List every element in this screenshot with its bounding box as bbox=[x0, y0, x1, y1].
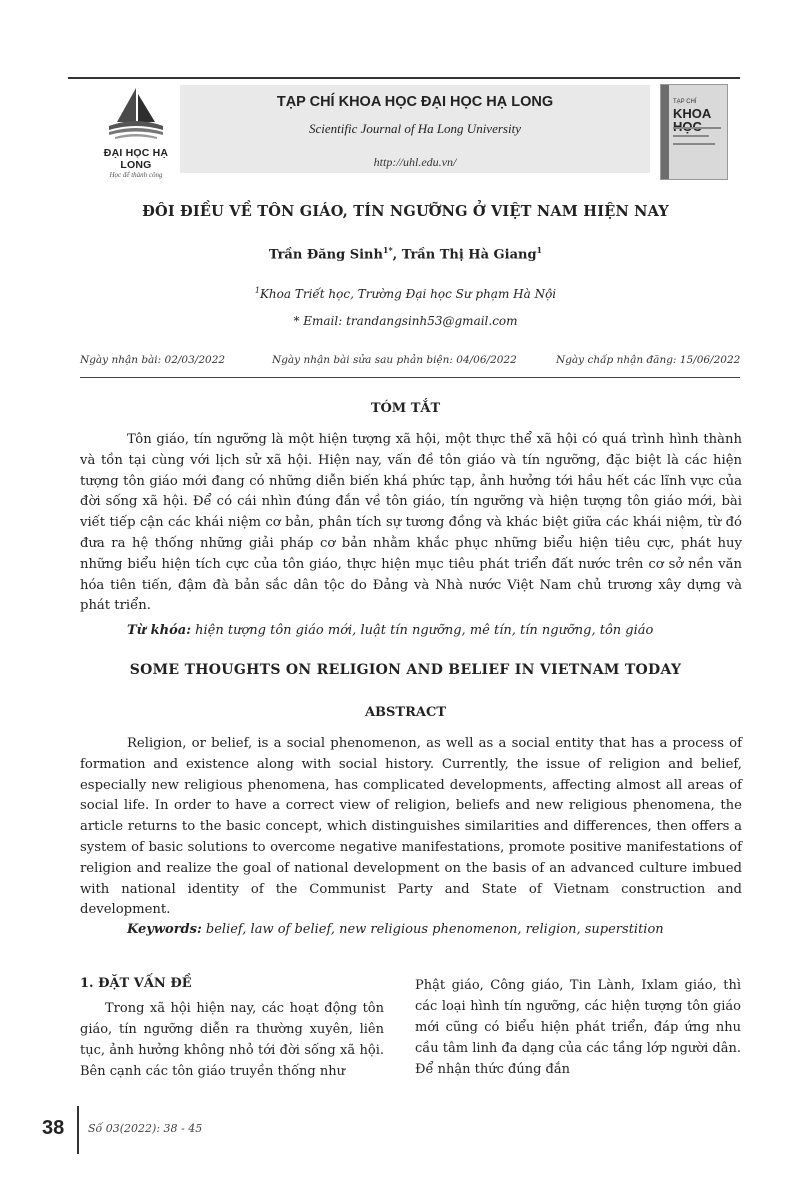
affiliation-text: Khoa Triết học, Trường Đại học Sư phạm Hà Nội bbox=[259, 287, 557, 301]
affiliation-mark: 1 bbox=[254, 286, 260, 295]
keywords-vn bbox=[127, 623, 653, 638]
journal-title: TẠP CHÍ KHOA HỌC ĐẠI HỌC HẠ LONG bbox=[276, 94, 554, 110]
corresponding-email: * Email: trandangsinh53@gmail.com bbox=[293, 314, 518, 328]
cover-decor-line bbox=[673, 127, 721, 129]
author-name: Trần Đăng Sinh bbox=[268, 247, 383, 263]
dates-divider bbox=[80, 377, 740, 378]
keywords-list: hiện tượng tôn giáo mới, luật tín ngưỡng, mê tín, tín ngưỡng, tôn giáo bbox=[191, 623, 654, 638]
author-separator: , bbox=[392, 247, 402, 263]
keywords-en bbox=[127, 922, 664, 937]
journal-cover-thumbnail bbox=[660, 84, 728, 180]
cover-small-text: TẠP CHÍ bbox=[673, 99, 697, 105]
body-column-right: Phật giáo, Công giáo, Tin Lành, Ixlam giáo, thì các loại hình tín ngưỡng, các hiện tượng tôn giáo mới cũng có biểu hiện phát triển, đáp ứng nhu cầu tâm linh đa dạng của các tầng lớp người dân. Để nhận thức đúng đắn bbox=[415, 978, 741, 1077]
cover-decor-line bbox=[673, 135, 709, 137]
issue-info: Số 03(2022): 38 - 45 bbox=[88, 1122, 203, 1135]
cover-decor-line bbox=[673, 143, 715, 145]
summary-heading-vn: TÓM TẮT bbox=[370, 401, 441, 416]
authors-line bbox=[40, 245, 771, 262]
logo-emblem-icon bbox=[103, 86, 169, 146]
logo-slogan: Học để thành công bbox=[109, 171, 163, 179]
author-affiliation-mark: 1* bbox=[382, 245, 393, 255]
keywords-label: Từ khóa: bbox=[127, 623, 192, 638]
abstract-text-en: Religion, or belief, is a social phenomenon, as well as a social entity that has a process of formation and existence along with social history. Currently, the issue of religion and belief, especially new religious phenomena, has complicated developments, affecting almost all areas of social life. In order to have a correct view of religion, beliefs and new religious phenomena, the article returns to the basic concept, which distinguishes similarities and differences, then offers a system of basic solutions to overcome negative manifestations, promote positive manifestations of religion and realize the goal of national development on the basis of an advanced culture imbued with national identity of the Communist Party and State of Vietnam construction and development. bbox=[80, 736, 742, 918]
cover-spine bbox=[661, 85, 669, 179]
cover-title: KHOA bbox=[673, 106, 711, 121]
article-title-english: SOME THOUGHTS ON RELIGION AND BELIEF IN VIETNAM TODAY bbox=[129, 662, 682, 678]
author-affiliation bbox=[40, 286, 771, 301]
date-revised: Ngày nhận bài sửa sau phản biện: 04/06/2022 bbox=[272, 354, 517, 366]
summary-text-vn: Tôn giáo, tín ngưỡng là một hiện tượng xã hội, một thực thể xã hội có quá trình hình thành và tồn tại cùng với lịch sử xã hội. Hiện nay, vấn đề tôn giáo và tín ngưỡng, đặc biệt là các hiện tượng tôn giáo mới đang có những diễn biến khá phức tạp, ảnh hưởng tới hầu hết các lĩnh vực của đời sống xã hội. Để có cái nhìn đúng đắn về tôn giáo, tín ngưỡng và hiện tượng tôn giáo mới, bài viết tiếp cận các khái niệm cơ bản, phân tích sự tương đồng và khác biệt giữa các khái niệm, từ đó đưa ra hệ thống những giải pháp cơ bản nhằm khắc phục những biểu hiện tiêu cực, phát huy những biểu hiện tích cực của tôn giáo, thực hiện mục tiêu phát triển đất nước trên cơ sở nền văn hóa tiên tiến, đậm đà bản sắc dân tộc do Đảng và Nhà nước Việt Nam chủ trương xây dựng và phát triển. bbox=[80, 432, 742, 614]
university-logo bbox=[88, 86, 184, 178]
section-heading: 1. ĐẶT VẤN ĐỀ bbox=[80, 976, 192, 991]
body-column-left: Trong xã hội hiện nay, các hoạt động tôn giáo, tín ngưỡng diễn ra thường xuyên, liên tục, ảnh hưởng không nhỏ tới đời sống xã hội. Bên cạnh các tôn giáo truyền thống như bbox=[80, 1001, 384, 1079]
author-name: Trần Thị Hà Giang bbox=[401, 247, 537, 263]
footer-divider bbox=[77, 1106, 79, 1154]
logo-university-name: ĐẠI HỌC HẠ LONG bbox=[103, 147, 169, 171]
header-top-rule bbox=[68, 77, 740, 79]
date-received: Ngày nhận bài: 02/03/2022 bbox=[80, 354, 226, 366]
keywords-label: Keywords: bbox=[127, 922, 202, 937]
date-accepted: Ngày chấp nhận đăng: 15/06/2022 bbox=[556, 354, 741, 366]
article-title-vietnamese: ĐÔI ĐIỀU VỀ TÔN GIÁO, TÍN NGƯỠNG Ở VIỆT NAM HIỆN NAY bbox=[142, 203, 669, 220]
page-number: 38 bbox=[42, 1117, 65, 1139]
keywords-list: belief, law of belief, new religious phenomenon, religion, superstition bbox=[201, 922, 664, 937]
abstract-heading-en: ABSTRACT bbox=[364, 705, 447, 720]
author-affiliation-mark: 1 bbox=[536, 245, 543, 255]
journal-url-link[interactable]: http://uhl.edu.vn/ bbox=[373, 155, 457, 169]
journal-subtitle: Scientific Journal of Ha Long University bbox=[309, 121, 521, 136]
